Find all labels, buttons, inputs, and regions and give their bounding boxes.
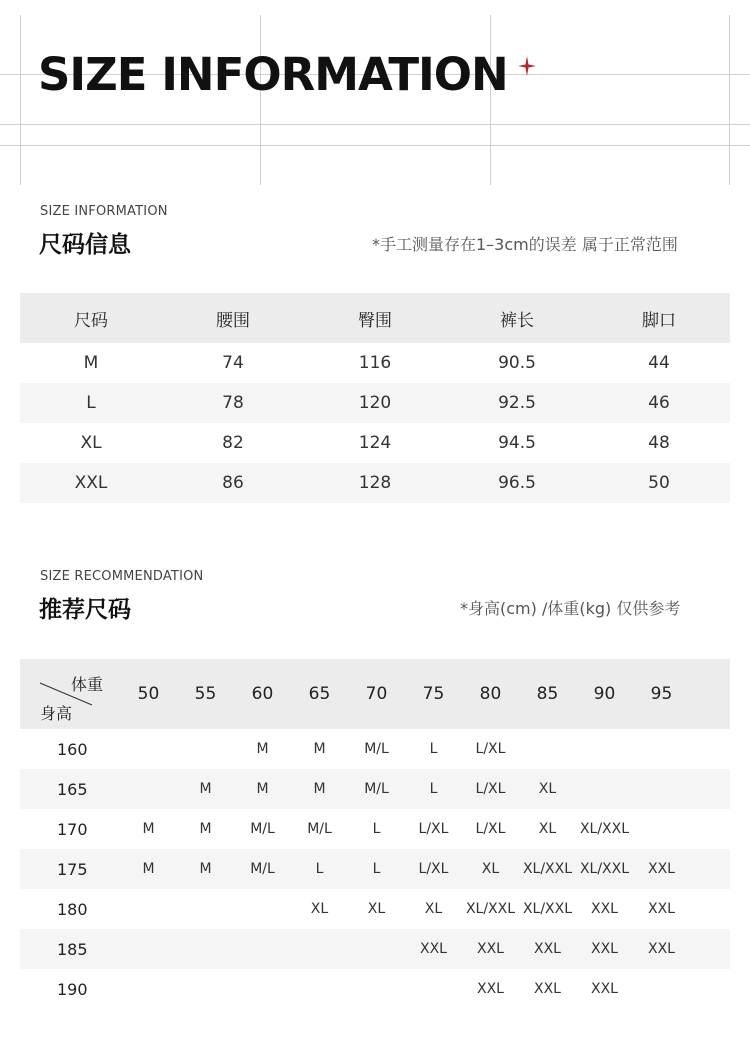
table-cell: 90.5 [498,353,536,373]
page-title: SIZE INFORMATION [38,48,508,101]
size-cell: XL/XXL [465,901,516,917]
table-cell: 128 [358,473,392,493]
weight-header: 60 [251,684,274,704]
recommendation-table [20,659,730,1009]
grid-line [0,145,750,146]
column-header: 腰围 [216,310,250,331]
table-cell: 46 [648,393,670,413]
table-cell: 96.5 [498,473,536,493]
table-cell: 74 [222,353,244,373]
size-cell: M [199,781,212,797]
size-cell: L/XL [475,741,506,757]
size-cell: M/L [250,821,275,837]
size-cell: M [313,741,326,757]
size-cell: L [429,781,438,797]
size-cell: XXL [420,941,447,957]
size-cell: L/XL [475,781,506,797]
table-cell: 82 [222,433,244,453]
size-cell: XXL [534,981,561,997]
table-row [20,423,730,463]
size-cell: XL [310,901,329,917]
table-cell: 116 [358,353,392,373]
weight-header: 85 [536,684,559,704]
size-cell: XXL [648,861,675,877]
grid-line [0,124,750,125]
size-info-note: *手工测量存在1–3cm的误差 属于正常范围 [372,235,678,254]
column-header: 尺码 [74,310,108,331]
table-cell: XL [80,433,102,453]
size-cell: XL [538,821,557,837]
column-header: 脚口 [642,310,676,331]
table-row [20,769,730,809]
table-row [20,929,730,969]
column-header: 臀围 [358,310,392,331]
table-cell: 86 [222,473,244,493]
table-row [20,849,730,889]
weight-header: 80 [479,684,502,704]
recommendation-body [20,729,730,1009]
size-cell: L [429,741,438,757]
size-cell: XL/XXL [579,861,630,877]
size-cell: L/XL [418,821,449,837]
weight-header: 95 [650,684,673,704]
size-cell: XXL [477,981,504,997]
size-cell: XL [538,781,557,797]
size-cell: M [142,861,155,877]
height-cell: 185 [57,939,88,959]
table-cell: 48 [648,433,670,453]
table-cell: 94.5 [498,433,536,453]
size-cell: L [315,861,324,877]
size-cell: XL/XXL [522,901,573,917]
corner-height-label: 身高 [40,704,73,723]
size-cell: XXL [591,941,618,957]
table-cell: L [86,393,96,413]
size-cell: XL/XXL [522,861,573,877]
size-cell: M [199,821,212,837]
size-cell: XL/XXL [579,821,630,837]
weight-header: 65 [308,684,331,704]
star-icon [518,56,536,76]
table-row [20,343,730,383]
size-cell: XXL [591,901,618,917]
size-cell: M/L [250,861,275,877]
height-cell: 165 [57,779,88,799]
size-info-section-en: SIZE INFORMATION [40,204,168,219]
corner-weight-label: 体重 [71,675,104,694]
table-cell: M [83,353,99,373]
table-header-row [20,293,730,343]
size-cell: L/XL [475,821,506,837]
size-cell: XXL [534,941,561,957]
table-row [20,969,730,1009]
size-cell: XXL [477,941,504,957]
size-cell: XL [367,901,386,917]
table-cell: 92.5 [498,393,536,413]
height-cell: 160 [57,739,88,759]
size-cell: M/L [307,821,332,837]
size-cell: XXL [591,981,618,997]
weight-header: 70 [365,684,388,704]
size-cell: M/L [364,741,389,757]
size-cell: XXL [648,901,675,917]
height-cell: 175 [57,859,88,879]
table-cell: XXL [74,473,108,493]
table-cell: 50 [648,473,670,493]
size-cell: M [199,861,212,877]
column-header: 裤长 [500,310,534,331]
size-cell: XL [481,861,500,877]
height-cell: 170 [57,819,88,839]
size-info-section-title: 尺码信息 [39,232,131,258]
recommendation-note: *身高(cm) /体重(kg) 仅供参考 [460,599,681,618]
corner-cell [20,659,120,729]
table-cell: 78 [222,393,244,413]
weight-header: 50 [137,684,160,704]
table-row [20,729,730,769]
table-cell: 124 [358,433,392,453]
size-cell: XL [424,901,443,917]
weight-header: 90 [593,684,616,704]
size-cell: M/L [364,781,389,797]
size-cell: L [372,821,381,837]
size-cell: XXL [648,941,675,957]
weight-header: 55 [194,684,217,704]
recommendation-section-en: SIZE RECOMMENDATION [40,569,204,584]
table-row [20,383,730,423]
height-cell: 190 [57,979,88,999]
table-row [20,809,730,849]
table-cell: 120 [358,393,392,413]
size-cell: M [313,781,326,797]
table-header-row [20,659,730,729]
recommendation-section-title: 推荐尺码 [39,597,131,623]
size-cell: L [372,861,381,877]
grid-line [729,15,730,185]
grid-line [20,15,21,185]
table-row [20,889,730,929]
size-cell: L/XL [418,861,449,877]
height-cell: 180 [57,899,88,919]
size-info-table [20,293,730,503]
weight-header: 75 [422,684,445,704]
size-cell: M [142,821,155,837]
size-cell: M [256,741,269,757]
table-cell: 44 [648,353,670,373]
size-cell: M [256,781,269,797]
table-row [20,463,730,503]
